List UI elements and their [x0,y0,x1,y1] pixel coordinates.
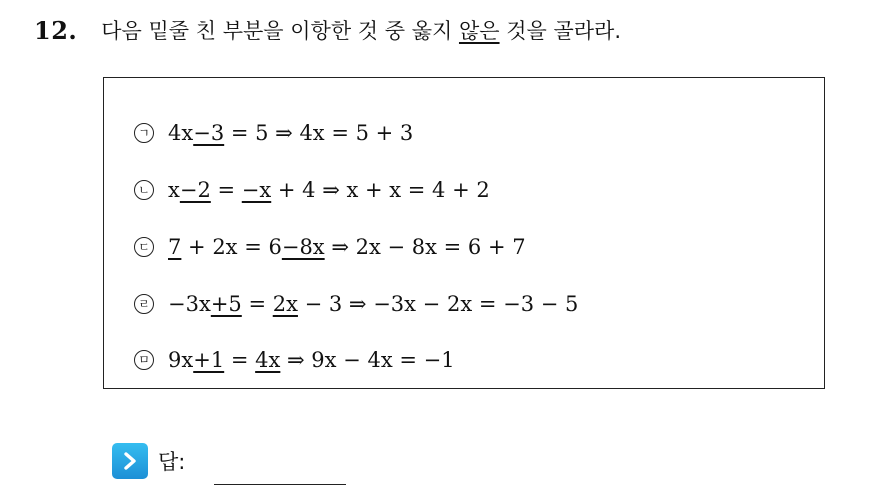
answer-blank[interactable] [214,484,346,485]
expression-text: + 2x = 6 [181,235,282,259]
expression-text: = 5 ⇒ 4x = 5 + 3 [224,121,414,145]
choice-expression [168,292,578,316]
expression-text: ⇒ 2x − 8x = 6 + 7 [324,235,526,259]
expression-text: 4x [168,121,194,145]
underlined-term: 7 [168,235,182,259]
expression-text: = [224,348,256,372]
underlined-term: 2x [272,292,298,316]
question-text-emphasis: 않은 [458,19,500,43]
choices-box [103,77,825,389]
underlined-term: 4x [255,348,281,372]
question-header [34,12,621,48]
underlined-term: −2 [179,178,211,202]
choice-marker: ㄱ [134,123,154,143]
question-number: 12. [34,15,78,45]
expression-text: 9x [168,348,194,372]
underlined-term: −8x [281,235,325,259]
chevron-right-icon [112,443,148,479]
underlined-term: −x [241,178,272,202]
choice-expression [168,178,490,202]
expression-text: ⇒ 9x − 4x = −1 [280,348,455,372]
choice-expression [168,121,413,145]
question-text-after: 것을 골라라. [499,19,622,43]
expression-text: − 3 ⇒ −3x − 2x = −3 − 5 [297,292,579,316]
answer-label: 답: [158,450,186,474]
underlined-term: +5 [210,292,242,316]
choice-item [134,230,526,264]
underlined-term: +1 [193,348,225,372]
expression-text: x [168,178,180,202]
answer-area [112,441,185,481]
question-text-before: 다음 밑줄 친 부분을 이항한 것 중 옳지 [101,19,459,43]
choice-item [134,173,490,207]
expression-text: = [210,178,242,202]
choice-marker: ㄷ [134,237,154,257]
choice-item [134,343,455,377]
choice-marker: ㄴ [134,180,154,200]
choice-marker: ㅁ [134,350,154,370]
choice-expression [168,348,455,372]
question-text [101,15,621,45]
expression-text: = [241,292,273,316]
underlined-term: −3 [193,121,225,145]
choice-item [134,287,578,321]
choice-expression [168,235,526,259]
choice-marker: ㄹ [134,294,154,314]
choice-item [134,116,413,150]
expression-text: −3x [168,292,211,316]
expression-text: + 4 ⇒ x + x = 4 + 2 [271,178,490,202]
